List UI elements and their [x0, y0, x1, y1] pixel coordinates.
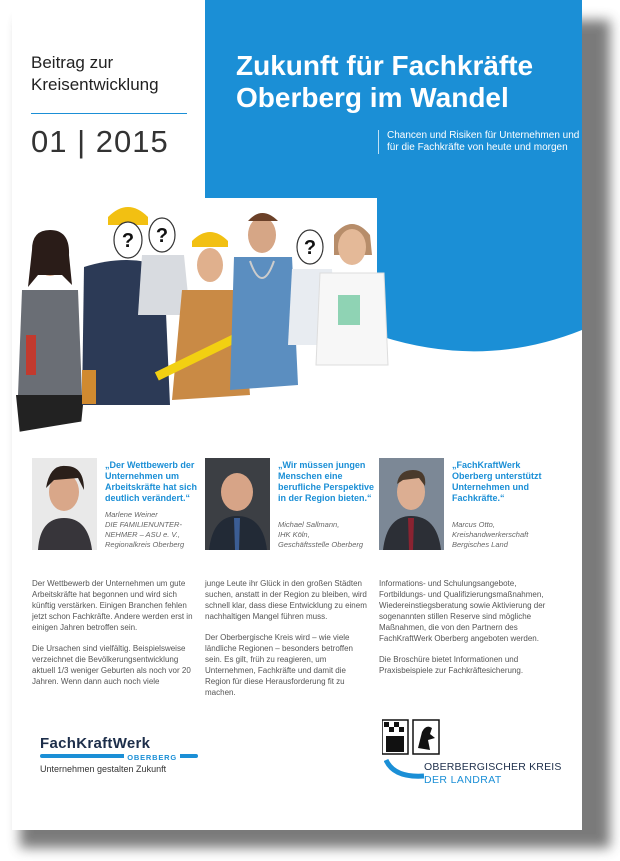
quote-text-2: „Wir müssen jungen Menschen eine berufliche Perspektive in der Region bieten.“: [278, 460, 375, 503]
body-col1-paragraph-2: Die Ursachen sind vielfältig. Beispielsweise verzeichnet die Bevölkerungsentwicklung aktuell 1/3 weniger Geburten als noch vor 20 Jahren. Wenn dann auch noch viele: [32, 644, 191, 686]
hero-question-mark-2: ?: [155, 225, 169, 247]
quote-author-1: [105, 510, 205, 550]
quote-author-1-line-2: DIE FAMILIENUNTER-: [105, 520, 182, 529]
body-col2-paragraph-2: Der Oberbergische Kreis wird – wie viele ländliche Regionen – besonders betroffen sein. Es gilt, früh zu reagieren, um Unternehmen, Fachkräfte und damit die Region für diese Herausforderung fit zu machen.: [205, 633, 353, 697]
quote-author-3-line-2: Kreishandwerkerschaft: [452, 530, 529, 539]
hero-question-mark-3: ?: [303, 237, 317, 259]
body-col1-paragraph-1: Der Wettbewerb der Unternehmen um gute Arbeitskräfte hat begonnen und wird sich künftig verstärken. Einigen Branchen fehlen jetzt schon Fachkräfte. Andere werden erst in einigen Jahren betroffen sein.: [32, 579, 193, 632]
issue-label-line-2: Kreisentwicklung: [31, 75, 159, 94]
fachkraftwerk-logo: [40, 735, 210, 774]
quote-text-1: „Der Wettbewerb der Unternehmen um Arbeitskräfte hat sich deutlich verändert.“: [105, 460, 198, 503]
portrait-sallmann: [205, 458, 270, 550]
body-column-2: [205, 578, 372, 708]
quote-author-3-line-1: Marcus Otto,: [452, 520, 495, 529]
kreis-name: OBERBERGISCHER KREIS: [424, 761, 562, 773]
issue-label-line-1: Beitrag zur: [31, 53, 114, 72]
quote-text-3: „FachKraftWerk Oberberg unterstützt Unternehmen und Fachkräfte.“: [452, 460, 542, 503]
body-column-1: [32, 578, 199, 697]
kreis-coat-of-arms-icon: [382, 718, 444, 758]
fachkraftwerk-tagline: Unternehmen gestalten Zukunft: [40, 764, 167, 774]
page-subtitle: Chancen und Risiken für Unternehmen und für die Fachkräfte von heute und morgen: [378, 130, 582, 154]
body-col2-paragraph-1: junge Leute ihr Glück in den großen Städten suchen, anstatt in der Region zu bleiben, wird schnell klar, dass diese Entwicklung zu einem nachhaltigen Mangel führen muss.: [205, 579, 367, 621]
quote-author-2-line-1: Michael Sallmann,: [278, 520, 340, 529]
fachkraftwerk-name: FachKraftWerk: [40, 735, 151, 752]
quote-author-1-line-4: Regionalkreis Oberberg: [105, 540, 185, 549]
hero-question-mark-1: ?: [121, 230, 135, 252]
issue-number: 01 | 2015: [31, 124, 169, 159]
title-line-2: Oberberg im Wandel: [236, 82, 509, 113]
kreis-swoosh-icon: [384, 756, 428, 784]
issue-label: [31, 52, 201, 96]
quote-author-3-line-3: Bergisches Land: [452, 540, 508, 549]
brochure-page: [12, 0, 582, 830]
oberbergischer-kreis-logo: [382, 718, 582, 786]
portrait-weiner: [32, 458, 97, 550]
page-title: [236, 50, 576, 114]
body-column-3: [379, 578, 546, 686]
quote-author-1-line-1: Marlene Weiner: [105, 510, 158, 519]
issue-divider: [31, 113, 187, 114]
portrait-otto: [379, 458, 444, 550]
fachkraftwerk-bar: [40, 753, 198, 762]
quote-author-3: [452, 520, 552, 550]
hero-blue-swoosh: [377, 195, 582, 351]
title-line-1: Zukunft für Fachkräfte: [236, 50, 534, 81]
hero-person-woman: [16, 230, 84, 435]
fachkraftwerk-subtitle: OBERBERG: [124, 753, 180, 762]
quote-author-2: [278, 520, 378, 550]
quote-author-1-line-3: NEHMER – ASU e. V.,: [105, 530, 181, 539]
body-col3-paragraph-1: Informations- und Schulungsangebote, Fortbildungs- und Qualifizierungsmaßnahmen, Wiedereinstiegsberatung sowie Aktivierung der sogenannten stillen Reserve sind mögliche Maßnahmen, die von den Partnern des FachKraftWerk Oberberg angeboten werden.: [379, 579, 546, 643]
quote-author-2-line-2: IHK Köln,: [278, 530, 310, 539]
hero-person-nurse: [230, 213, 298, 390]
kreis-role: DER LANDRAT: [424, 774, 502, 786]
body-col3-paragraph-2: Die Broschüre bietet Informationen und Praxisbeispiele zur Fachkräftesicherung.: [379, 655, 524, 675]
quote-author-2-line-3: Geschäftsstelle Oberberg: [278, 540, 364, 549]
hero-illustration: [12, 195, 582, 445]
